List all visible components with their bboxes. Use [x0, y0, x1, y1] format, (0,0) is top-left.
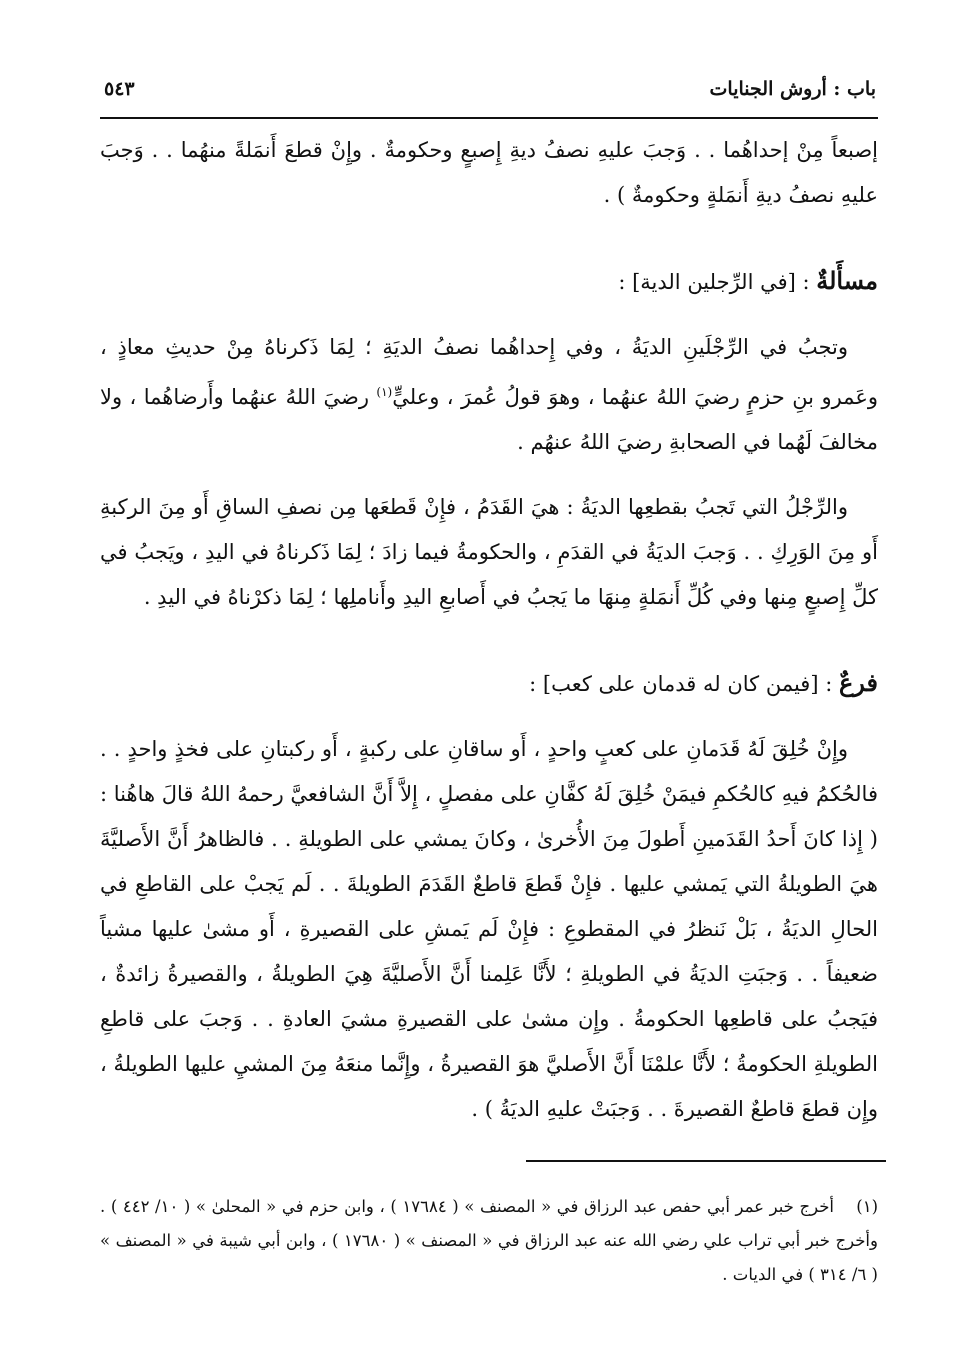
- footnote-number: (١): [856, 1197, 878, 1216]
- footnote-divider: [526, 1160, 886, 1162]
- paragraph-continuation: إصبعاً مِنْ إحداهُما . . وَجبَ عليهِ نصفُ ديةِ إِصبعٍ وحكومةٌ . وإِنْ قطعَ أَنمَلةً منهُما . . وَجبَ عليهِ نصفُ ديةِ أَنمَلةٍ وحكومةٌ ) .: [100, 138, 878, 207]
- far-keyword: فرعٌ: [838, 668, 878, 697]
- section-heading-masala: [100, 258, 878, 305]
- page-header: [104, 78, 876, 100]
- paragraph-text-part-2: رضيَ اللهُ عنهُما وأَرضاهُما ، ولا مخالفَ لَهُما في الصحابةِ رضيَ اللهُ عنهُم .: [100, 385, 878, 454]
- chapter-title: باب : أروش الجنايات: [709, 78, 876, 100]
- far-title: : [فيمن كان له قدمان على كعب] :: [529, 672, 839, 696]
- paragraph-diya-feet: [100, 325, 878, 465]
- main-text: [100, 128, 878, 1132]
- masala-title: : [في الرِّجلين الدية] :: [618, 270, 817, 294]
- footnotes: [100, 1190, 878, 1292]
- paragraph-foot-definition: والرِّجْلُ التي تَجبُ بقطعِها الديَةُ : هيَ القَدَمُ ، فإِنْ قَطعَها مِن نصفِ الساقِ أَو مِنَ الركبةِ أَو مِنَ الوَرِكِ . . وَجبَ الديَةُ في القدَمِ ، والحكومةُ فيما زادَ ؛ لِمَا ذَكرناهُ في اليدِ ، ويَجبُ في كلِّ إِصبعٍ مِنها وفي كُلِّ أَنمَلةٍ مِنهَا ما يَجبُ في أَصابعِ اليدِ وأَناملِها ؛ لِمَا ذكرْناهُ في اليدِ .: [100, 495, 878, 609]
- footnote-text: أخرج خبر عمر أبي حفص عبد الرزاق في « المصنف » ( ١٧٦٨٤ ) ، وابن حزم في « المحلىٰ » ( ١٠/ ٤٤٢ ) . وأخرج خبر أبي تراب علي رضي الله عنه عبد الرزاق في « المصنف » ( ١٧٦٨٠ ) ، وابن أبي شيبة في « المصنف » ( ٦/ ٣١٤ ) في الديات .: [100, 1197, 878, 1284]
- paragraph-two-feet: وإِنْ خُلِقَ لَهُ قَدَمانِ على كعبٍ واحدٍ ، أَو ساقانِ على ركبةٍ ، أَو ركبتانِ على فخذٍ واحدٍ . . فالحُكمُ فيهِ كالحُكمِ فيمَنْ خُلِقَ لَهُ كفَّانِ على مفصلٍ ، إِلاَّ أَنَّ الشافعيَّ رحمهُ اللهُ قالَ هاهُنا : ( إِذا كانَ أَحدُ القَدَمينِ أَطولَ مِنَ الأُخرىٰ ، وكانَ يمشي على الطويلةِ . . فالظاهرُ أَنَّ الأَصليَّةَ هيَ الطويلةُ التي يَمشي عليها . فإِنْ قَطعَ قاطعٌ القَدَمَ الطويلةَ . . لَم يَجبْ على القاطعِ في الحالِ الديَةُ ، بَلْ نَنظرُ في المقطوعِ : فإِنْ لَم يَمشِ على القصيرةِ ، أَو مشىٰ عليها مشياً ضعيفاً . . وَجبَتِ الديَةُ في الطويلةِ ؛ لأَنَّا عَلِمنا أَنَّ الأَصليَّةَ هِيَ الطويلةُ ، والقصيرةُ زائدةٌ ، فيَجبُ على قاطعِها الحكومةُ . وإِن مشىٰ على القصيرةِ مشيَ العادةِ . . وَجبَ على قاطعِ الطويلةِ الحكومةُ ؛ لأَنَّا علمْنَا أَنَّ الأَصليَّ هوَ القصيرةُ ، وإِنَّما منعَهُ مِنَ المشيِ عليها الطويلةُ ، وإِن قطعَ قاطعٌ القصيرةَ . . وَجبَتْ عليهِ الديَةُ ) .: [100, 737, 878, 1121]
- masala-keyword: مسأَلةٌ: [816, 266, 878, 295]
- header-divider: [100, 117, 878, 119]
- page-number: ٥٤٣: [104, 78, 135, 100]
- section-heading-far: [100, 660, 878, 707]
- paragraph-text-part-1: وتجبُ في الرِّجْلَينِ الديَةُ ، وفي إِحداهُما نصفُ الديَةِ ؛ لِمَا ذَكرناهُ مِنْ حديثِ معاذٍ ، وعَمرو بنِ حزمٍ رضيَ اللهُ عنهُما ، وهوَ قولُ عُمرَ ، وعليٍّ: [100, 335, 878, 409]
- footnote-reference[interactable]: (١): [376, 385, 393, 399]
- footnote-1: [100, 1190, 878, 1292]
